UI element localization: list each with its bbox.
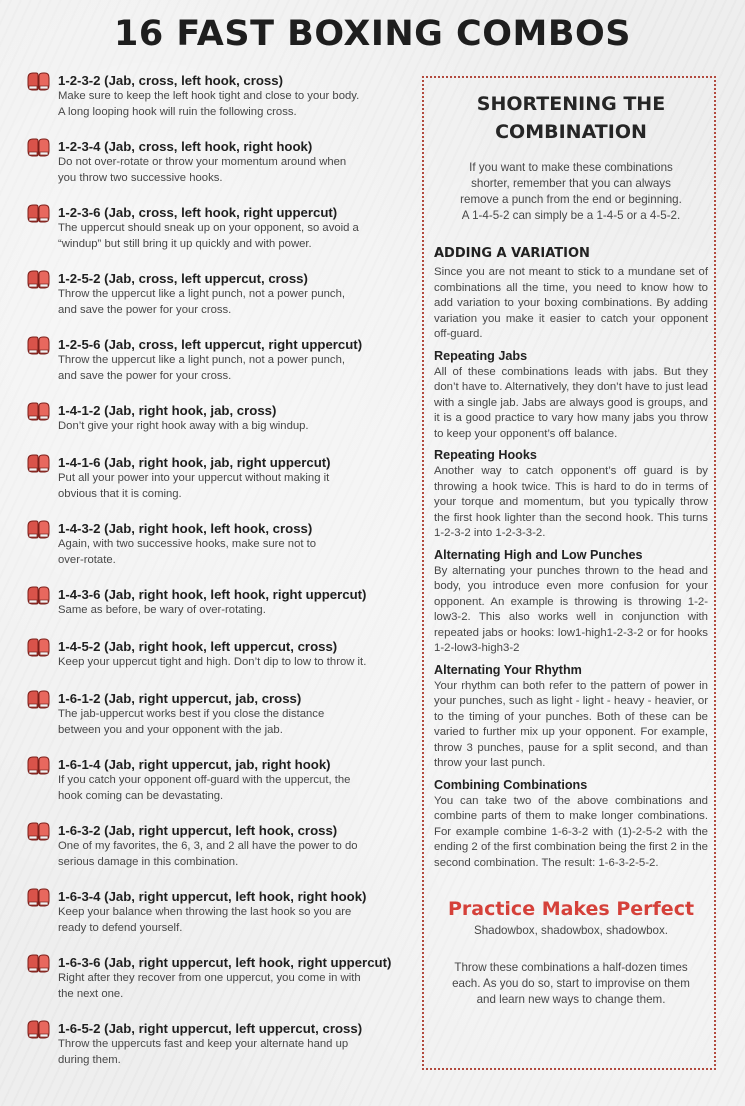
boxing-glove-icon (26, 402, 51, 421)
combo-heading: 1-6-3-4 (Jab, right uppercut, left hook, right hook) (58, 889, 367, 904)
combo-heading: 1-6-5-2 (Jab, right uppercut, left uppercut, cross) (58, 1021, 363, 1036)
boxing-glove-icon (26, 138, 51, 157)
combo-item (26, 138, 404, 204)
combo-item (26, 690, 404, 756)
combo-item (26, 954, 404, 1020)
combo-item (26, 336, 404, 402)
combo-description-line: Make sure to keep the left hook tight and close to your body. (58, 90, 360, 102)
boxing-glove-icon (26, 756, 51, 775)
combo-heading: 1-6-3-6 (Jab, right uppercut, left hook, right uppercut) (58, 955, 392, 970)
boxing-glove-icon (26, 204, 51, 223)
combo-description-line: Keep your uppercut tight and high. Don’t dip to low to throw it. (58, 656, 367, 668)
subsection-title: Alternating High and Low Punches (434, 547, 643, 562)
combo-description-line: Throw the uppercut like a light punch, not a power punch, (58, 288, 345, 300)
combo-description-line: “windup” but still bring it up quickly and with power. (58, 237, 312, 250)
combo-description-line: Same as before, be wary of over-rotating. (58, 604, 266, 616)
combo-description (58, 905, 404, 936)
subsection-text: All of these combinations leads with jabs. But they don’t have to. Alternatively, they don’t have to just lead with a single jab. Jabs are always good is groups, and it is a good practice to vary how many jabs you throw to keep your opponent’s off balance. (434, 365, 708, 440)
intro-line: remove a punch from the end or beginning. (460, 193, 682, 206)
boxing-glove-icon (26, 72, 51, 91)
combo-description-line: A long looping hook will ruin the following cross. (58, 105, 297, 118)
combo-description (58, 603, 404, 619)
combo-heading: 1-2-3-6 (Jab, cross, left hook, right uppercut) (58, 205, 338, 220)
subsection-text: Another way to catch opponent’s off guard is by throwing a hook twice. This is hard to do in terms of your torque and momentum, but you typically throw the first hook lighter than the second hook. This turns 1-2-3-2 into 1-2-3-3-2. (434, 465, 708, 539)
combo-heading: 1-6-1-2 (Jab, right uppercut, jab, cross) (58, 691, 302, 706)
boxing-glove-icon (26, 586, 51, 605)
practice-title: Practice Makes Perfect (447, 898, 695, 920)
shortening-box (422, 76, 716, 1070)
combo-description-line: The jab-uppercut works best if you close the distance (58, 708, 325, 720)
combo-item (26, 586, 404, 638)
boxing-glove-icon (26, 954, 51, 973)
combo-description-line: Right after they recover from one uppercut, you come in with (58, 972, 361, 984)
combo-heading: 1-4-3-2 (Jab, right hook, left hook, cross) (58, 521, 313, 536)
practice-line: each. As you do so, start to improvise on them (452, 977, 690, 990)
combo-heading: 1-4-5-2 (Jab, right hook, left uppercut, cross) (58, 639, 338, 654)
combo-item (26, 454, 404, 520)
combo-item (26, 1020, 404, 1086)
variation-title: ADDING A VARIATION (434, 246, 590, 261)
intro-line: shorter, remember that you can always (471, 177, 671, 190)
subsection-title: Repeating Jabs (434, 348, 528, 363)
combo-item (26, 756, 404, 822)
boxing-glove-icon (26, 1020, 51, 1039)
practice-text (434, 960, 708, 1008)
combo-item (26, 822, 404, 888)
combo-item (26, 638, 404, 690)
combo-description-line: ready to defend yourself. (58, 921, 183, 934)
variation-text: Since you are not meant to stick to a mundane set of combinations all the time, you need to know how to add variation to your boxing combinations. By adding variation you make it easier to catch your opponent off-guard. (434, 266, 708, 340)
combo-description-line: and save the power for your cross. (58, 303, 232, 316)
combo-description (58, 707, 404, 738)
combo-description (58, 287, 404, 318)
combo-description-line: you throw two successive hooks. (58, 171, 223, 184)
combo-description (58, 419, 404, 435)
shortening-title-line2: COMBINATION (495, 121, 647, 143)
combo-heading: 1-2-5-2 (Jab, cross, left uppercut, cross) (58, 271, 308, 286)
boxing-glove-icon (26, 888, 51, 907)
boxing-glove-icon (26, 690, 51, 709)
shortening-intro (434, 160, 708, 224)
combo-description-line: Throw the uppercuts fast and keep your alternate hand up (58, 1038, 349, 1050)
combo-description-line: hook coming can be devastating. (58, 789, 224, 802)
combo-description-line: Do not over-rotate or throw your momentum around when (58, 156, 347, 168)
combo-heading: 1-6-3-2 (Jab, right uppercut, left hook, cross) (58, 823, 338, 838)
shortening-title (434, 90, 708, 146)
combo-item (26, 270, 404, 336)
combo-description-line: Again, with two successive hooks, make sure not to (58, 538, 317, 550)
boxing-glove-icon (26, 520, 51, 539)
combo-description (58, 655, 404, 671)
combo-heading: 1-2-3-2 (Jab, cross, left hook, cross) (58, 73, 283, 88)
combo-description (58, 773, 404, 804)
combo-item (26, 402, 404, 454)
combo-description-line: Put all your power into your uppercut without making it (58, 472, 330, 484)
combo-description-line: during them. (58, 1053, 121, 1066)
subsection-title: Alternating Your Rhythm (434, 662, 582, 677)
combo-item (26, 520, 404, 586)
intro-line: A 1-4-5-2 can simply be a 1-4-5 or a 4-5-2. (461, 209, 681, 222)
boxing-glove-icon (26, 822, 51, 841)
shortening-title-line1: SHORTENING THE (476, 93, 666, 115)
boxing-glove-icon (26, 638, 51, 657)
boxing-glove-icon (26, 454, 51, 473)
combo-description (58, 89, 404, 120)
combo-description (58, 471, 404, 502)
combo-heading: 1-2-5-6 (Jab, cross, left uppercut, right uppercut) (58, 337, 363, 352)
boxing-glove-icon (26, 336, 51, 355)
combo-description (58, 155, 404, 186)
poster-title: 16 FAST BOXING COMBOS (114, 14, 631, 54)
combo-description (58, 537, 404, 568)
combo-list (26, 72, 404, 1086)
combo-heading: 1-6-1-4 (Jab, right uppercut, jab, right hook) (58, 757, 331, 772)
subsection-text: By alternating your punches thrown to the head and body, you introduce even more confusion for your opponent. An example is throwing is throwing 1-2-low3-2. This also works well in conjunction with repeated jabs or hooks: low1-high1-2-3-2 or for hooks 1-2-low3-high3-2 (434, 564, 708, 654)
combo-description (58, 353, 404, 384)
subsection-text: You can take two of the above combinations and combine parts of them to make longer combinations. For example combine 1-6-3-2 with (1)-2-5-2 with the ending 2 of the first combination being the first 2 in the second combination. The result: 1-6-3-2-5-2. (434, 794, 708, 869)
combo-heading: 1-2-3-4 (Jab, cross, left hook, right hook) (58, 139, 313, 154)
combo-description-line: Don’t give your right hook away with a big windup. (58, 420, 309, 432)
combo-description-line: One of my favorites, the 6, 3, and 2 all have the power to do (58, 840, 358, 852)
combo-description-line: Keep your balance when throwing the last hook so you are (58, 906, 352, 918)
combo-item (26, 888, 404, 954)
intro-line: If you want to make these combinations (469, 161, 673, 174)
subsection-title: Combining Combinations (434, 777, 588, 792)
subsection-title: Repeating Hooks (434, 448, 537, 462)
combo-description (58, 1037, 404, 1068)
combo-description-line: Throw the uppercut like a light punch, not a power punch, (58, 354, 345, 366)
practice-subtitle: Shadowbox, shadowbox, shadowbox. (473, 924, 668, 937)
combo-heading: 1-4-1-6 (Jab, right hook, jab, right uppercut) (58, 455, 331, 470)
combo-heading: 1-4-1-2 (Jab, right hook, jab, cross) (58, 403, 277, 418)
practice-line: and learn new ways to change them. (476, 993, 666, 1006)
combo-item (26, 204, 404, 270)
combo-heading: 1-4-3-6 (Jab, right hook, left hook, right uppercut) (58, 587, 367, 602)
combo-description-line: between you and your opponent with the jab. (58, 723, 283, 736)
combo-description-line: The uppercut should sneak up on your opponent, so avoid a (58, 222, 359, 234)
combo-description (58, 221, 404, 252)
combo-description-line: obvious that it is coming. (58, 487, 182, 500)
subsection-text: Your rhythm can both refer to the pattern of power in your punches, such as light - light - heavy - heavier, or to the timing of your punches. Both of these can be varied to further mix up your opponent. For example, throw 3 punches, pause for a split second, and than throw your last punch. (434, 679, 708, 769)
combo-description-line: the next one. (58, 987, 124, 1000)
combo-description-line: serious damage in this combination. (58, 855, 239, 868)
combo-description-line: If you catch your opponent off-guard with the uppercut, the (58, 774, 351, 786)
combo-description (58, 971, 404, 1002)
combo-description-line: and save the power for your cross. (58, 369, 232, 382)
combo-description (58, 839, 404, 870)
combo-item (26, 72, 404, 138)
combo-description-line: over-rotate. (58, 553, 116, 566)
boxing-glove-icon (26, 270, 51, 289)
practice-line: Throw these combinations a half-dozen times (454, 961, 688, 974)
